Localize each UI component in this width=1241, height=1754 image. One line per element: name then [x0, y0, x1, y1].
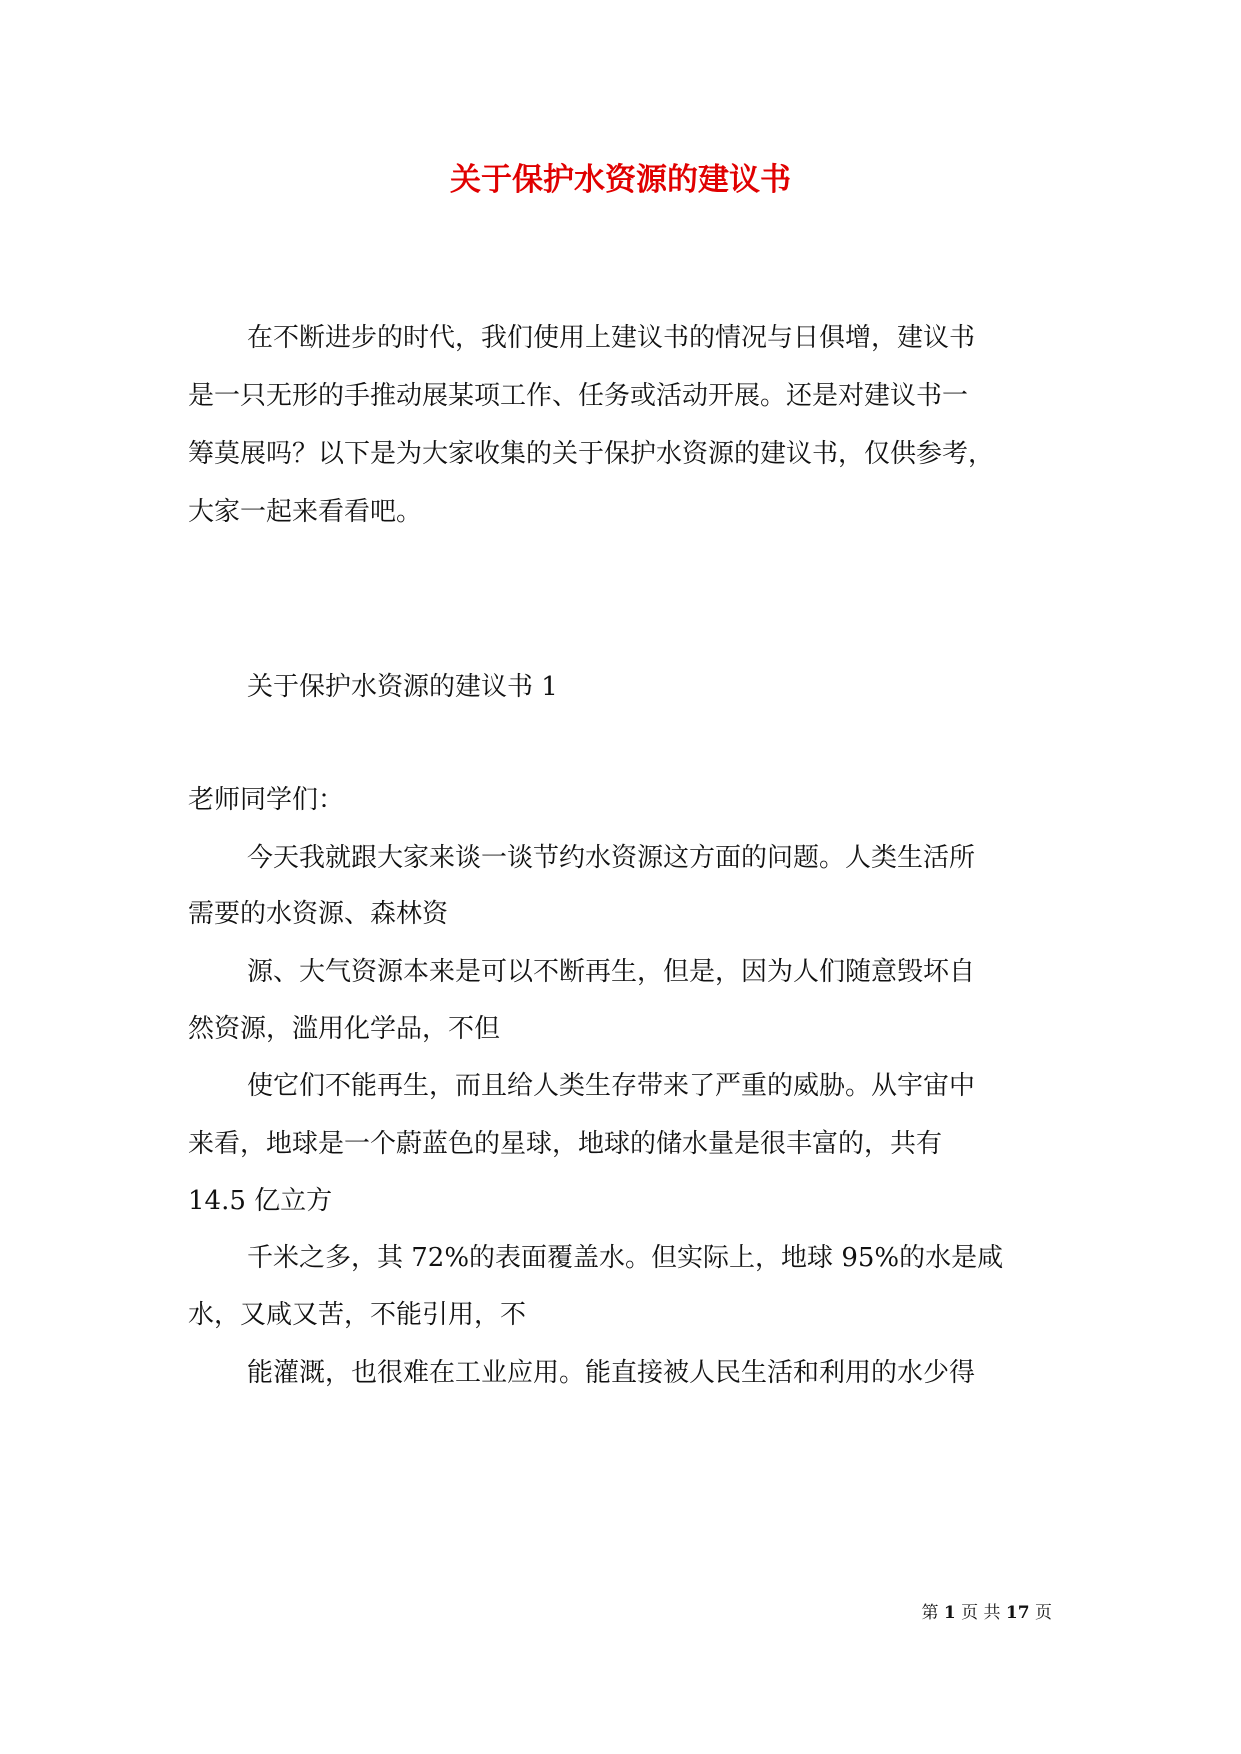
- section-heading: 关于保护水资源的建议书 1: [247, 672, 558, 702]
- intro-line-2: 是一只无形的手推动展某项工作、任务或活动开展。还是对建议书一: [188, 381, 969, 411]
- body-line-6: 来看，地球是一个蔚蓝色的星球，地球的储水量是很丰富的，共有: [188, 1129, 943, 1159]
- body-line-1: 今天我就跟大家来谈一谈节约水资源这方面的问题。人类生活所: [247, 843, 976, 873]
- intro-line-4: 大家一起来看看吧。: [188, 497, 423, 527]
- intro-line-1: 在不断进步的时代，我们使用上建议书的情况与日俱增，建议书: [247, 323, 976, 353]
- document-title: 关于保护水资源的建议书: [450, 162, 791, 198]
- body-line-7: 14.5 亿立方: [188, 1186, 333, 1216]
- footer-middle: 页 共: [961, 1603, 1001, 1623]
- footer-total-pages: 17: [1005, 1603, 1030, 1623]
- salutation: 老师同学们：: [188, 785, 345, 815]
- body-line-10: 能灌溉，也很难在工业应用。能直接被人民生活和利用的水少得: [247, 1358, 976, 1388]
- page-footer: [0, 1601, 1052, 1625]
- body-line-4: 然资源，滥用化学品，不但: [188, 1014, 501, 1044]
- footer-page-number: 1: [943, 1603, 956, 1623]
- intro-line-3: 筹莫展吗？以下是为大家收集的关于保护水资源的建议书，仅供参考，: [188, 439, 995, 469]
- body-line-5: 使它们不能再生，而且给人类生存带来了严重的威胁。从宇宙中: [247, 1071, 976, 1101]
- body-line-9: 水，又咸又苦，不能引用，不: [188, 1300, 527, 1330]
- body-line-2: 需要的水资源、森林资: [188, 899, 449, 929]
- footer-suffix: 页: [1035, 1603, 1052, 1623]
- body-line-8: 千米之多，其 72%的表面覆盖水。但实际上，地球 95%的水是咸: [247, 1243, 1004, 1273]
- body-line-3: 源、大气资源本来是可以不断再生，但是，因为人们随意毁坏自: [247, 957, 976, 987]
- footer-prefix: 第: [921, 1603, 939, 1623]
